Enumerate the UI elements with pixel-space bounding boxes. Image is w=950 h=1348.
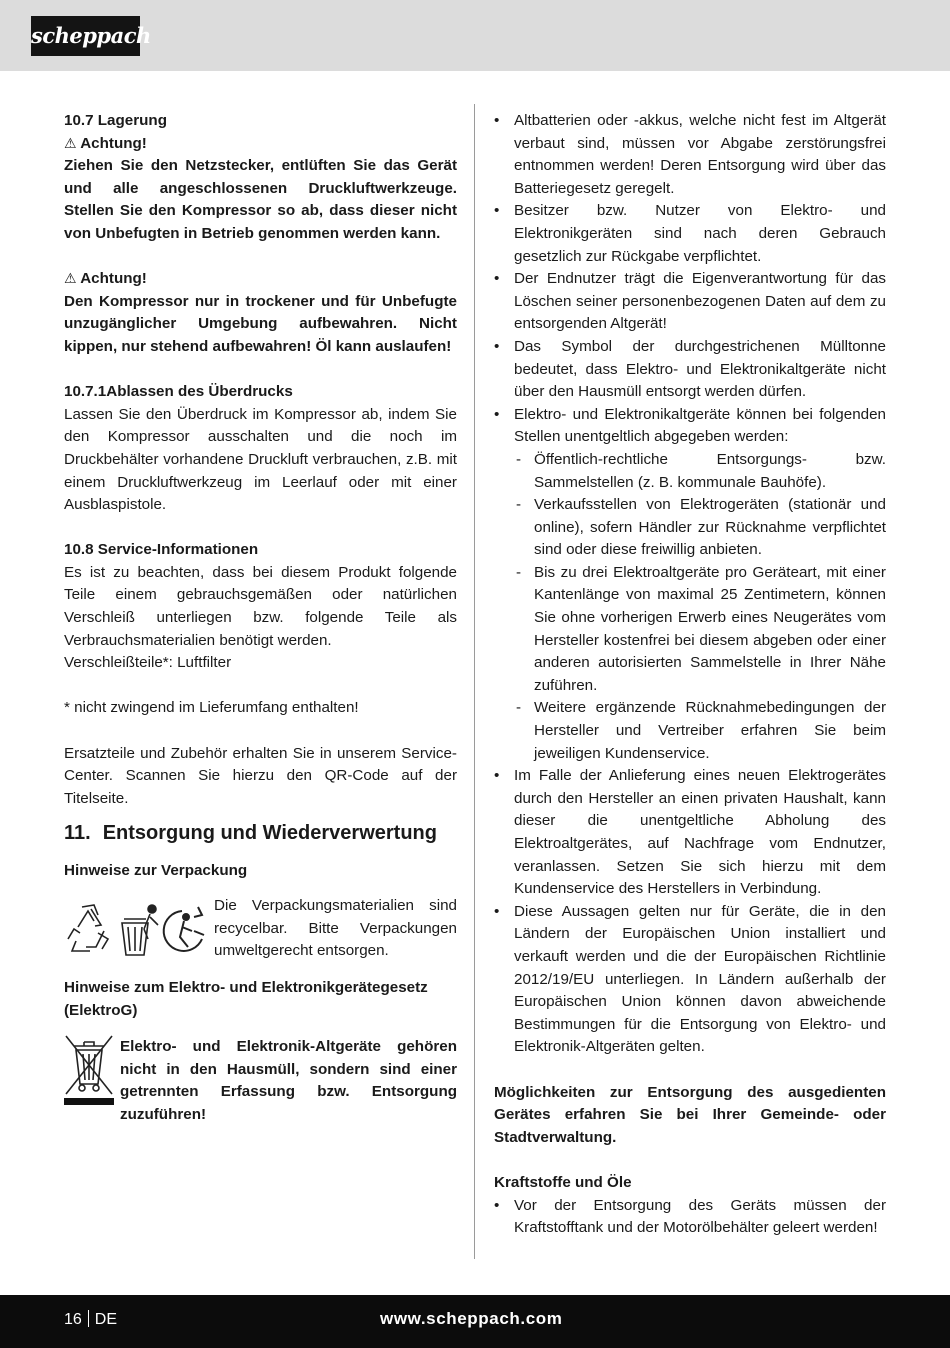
warning-1-text: Ziehen Sie den Netzstecker, entlüften Sie das Gerät und alle angeschlossenen Druckluftwerkzeuge. Stellen Sie den Kompressor so ab, dass dieser nicht von Unbefugten in Betrieb genommen werden kann. <box>64 157 457 242</box>
elektrog-text: Elektro- und Elektronik-Altgeräte gehören nicht in den Hausmüll, sondern sind einer getrennten Erfassung bzw. Entsorgung zuzuführen! <box>120 1038 457 1123</box>
list-item: • Das Symbol der durchgestrichenen Mülltonne bedeutet, dass Elektro- und Elektronikaltgeräte nicht über den Hausmüll entsorgt werden dürfen. <box>494 336 886 404</box>
recycle-icon <box>64 895 212 965</box>
right-column <box>494 110 886 1240</box>
packaging-text: Die Verpackungsmaterialien sind recycelbar. Bitte Verpackungen umweltgerecht entsorgen. <box>214 897 457 960</box>
list-item: - Bis zu drei Elektroaltgeräte pro Geräteart, mit einer Kantenlänge von maximal 25 Zentimetern, können Sie ohne vorherigen Erwerb eines Neugerätes vom Hersteller kostenfrei bei diesem abgeben oder einer anderen autorisierten Sammelstelle in Ihrer Nähe zuführen. <box>514 562 886 698</box>
list-item: • Vor der Entsorgung des Geräts müssen der Kraftstofftank und der Motorölbehälter geleert werden! <box>494 1195 886 1240</box>
warning-2-text: Den Kompressor nur in trockener und für Unbefugte unzugänglicher Umgebung aufbewahren. Nicht kippen, nur stehend aufbewahren! Öl kann auslaufen! <box>64 292 457 355</box>
left-column <box>64 110 457 1127</box>
list-item: • Elektro- und Elektronikaltgeräte können bei folgenden Stellen unentgeltlich abgegeben werden: - Öffentlich-rechtliche Entsorgungs- bzw. Sammelstellen (z. B. kommunale Bauhöfe). - Verkaufsstellen von Elektrogeräten (stationär und online), sofern Händler zur Rücknahme verpflichtet sind oder diese freiwillig anbieten. - Bis zu drei Elektroaltgeräte pro Geräteart, mit einer Kantenlänge von maximal 25 Zentimetern, können Sie ohne vorherigen Erwerb eines Neugerätes vom Hersteller kostenfrei bei diesem abgeben oder einer anderen autorisierten Sammelstelle in Ihrer Nähe zuführen. - Weitere ergänzende Rücknahmebedingungen der Hersteller und Vertreiber erfahren Sie beim jeweiligen Kundenservice. <box>494 404 886 766</box>
wear-parts-text: Verschleißteile*: Luftfilter <box>64 654 232 672</box>
warning-triangle-icon: ⚠ <box>64 271 77 288</box>
page-header <box>0 0 950 71</box>
list-item: • Altbatterien oder -akkus, welche nicht fest im Altgerät verbaut sind, müssen vor Abgabe zerstörungsfrei entnommen werden! Deren Entsorgung wird über das Batteriegesetz geregelt. <box>494 110 886 200</box>
warning-1-label: ⚠ Achtung! <box>64 134 147 152</box>
page-number: 16 DE <box>64 1311 118 1328</box>
section-11-title: 11. Entsorgung und Wiederverwertung <box>64 822 437 845</box>
section-10-8-text: Es ist zu beachten, dass bei diesem Produkt folgende Teile einem gebrauchsgemäßen oder natürlichen Verschleiß unterliegen bzw. folgende Teile als Verbrauchsmaterialien benötigt werden. <box>64 563 457 649</box>
list-item: • Der Endnutzer trägt die Eigenverantwortung für das Löschen seiner personenbezogenen Daten auf dem zu entsorgenden Altgerät! <box>494 268 886 336</box>
section-10-8-title: 10.8 Service-Informationen <box>64 541 259 559</box>
column-divider <box>474 104 475 1259</box>
section-10-7-1-title: 10.7.1Ablassen des Überdrucks <box>64 383 293 401</box>
list-item: • Diese Aussagen gelten nur für Geräte, die in den Ländern der Europäischen Union installiert und verkauft werden und die der Europäischen Richtlinie 2012/19/EU unterliegen. In Ländern außerhalb der Europäischen Union können davon abweichende Bestimmungen für die Entsorgung von Elektro- und Elektronik-Altgeräten gelten. <box>494 901 886 1059</box>
list-item: • Besitzer bzw. Nutzer von Elektro- und Elektronikgeräten sind nach deren Gebrauch gesetzlich zur Rückgabe verpflichtet. <box>494 200 886 268</box>
disposal-options-text: Möglichkeiten zur Entsorgung des ausgedienten Gerätes erfahren Sie bei Ihrer Gemeinde- oder Stadtverwaltung. <box>494 1083 886 1146</box>
packaging-block <box>64 895 457 965</box>
elektrog-heading: Hinweise zum Elektro- und Elektronikgerätegesetz (ElektroG) <box>64 979 428 1019</box>
list-item: - Öffentlich-rechtliche Entsorgungs- bzw. Sammelstellen (z. B. kommunale Bauhöfe). <box>514 449 886 494</box>
recycling-icons <box>64 895 212 965</box>
warning-triangle-icon: ⚠ <box>64 135 77 152</box>
section-10-7-title: 10.7 Lagerung <box>64 112 167 129</box>
list-item: - Weitere ergänzende Rücknahmebedingungen der Hersteller und Vertreiber erfahren Sie beim jeweiligen Kundenservice. <box>514 697 886 765</box>
packaging-heading: Hinweise zur Verpackung <box>64 862 248 880</box>
language-code: DE <box>94 1311 118 1328</box>
footnote-text: * nicht zwingend im Lieferumfang enthalten! <box>64 699 359 717</box>
disposal-bullet-list <box>494 110 886 1059</box>
collection-points-list <box>514 449 886 765</box>
spare-parts-text: Ersatzteile und Zubehör erhalten Sie in unserem Service-Center. Scannen Sie hierzu den QR-Code auf der Titelseite. <box>64 744 457 807</box>
scheppach-logo: scheppach <box>31 16 140 56</box>
crossed-bin-icon <box>64 1034 118 1114</box>
fuels-heading: Kraftstoffe und Öle <box>494 1173 632 1191</box>
weee-block <box>64 1036 457 1126</box>
website-link[interactable]: www.scheppach.com <box>380 1309 563 1328</box>
fuels-list <box>494 1195 886 1240</box>
section-10-7-1-text: Lassen Sie den Überdruck im Kompressor ab, indem Sie den Kompressor ausschalten und die noch im Druckbehälter vorhandene Druckluft verbrauchen, z.B. mit einem Druckluftwerkzeug im Leerlauf oder mit einer Ausblaspistole. <box>64 405 457 514</box>
warning-2-label: ⚠ Achtung! <box>64 270 147 288</box>
list-item: • Im Falle der Anlieferung eines neuen Elektrogerätes durch den Hersteller an einen privaten Haushalt, kann dieser die unentgeltliche Abholung des Elektroaltgerätes, auf Nachfrage vom Endnutzer, veranlassen. Setzen Sie sich hierzu mit dem Kundenservice des Herstellers in Verbindung. <box>494 765 886 901</box>
list-item: - Verkaufsstellen von Elektrogeräten (stationär und online), sofern Händler zur Rücknahme verpflichtet sind oder diese freiwillig anbieten. <box>514 494 886 562</box>
page-footer <box>0 1295 950 1348</box>
